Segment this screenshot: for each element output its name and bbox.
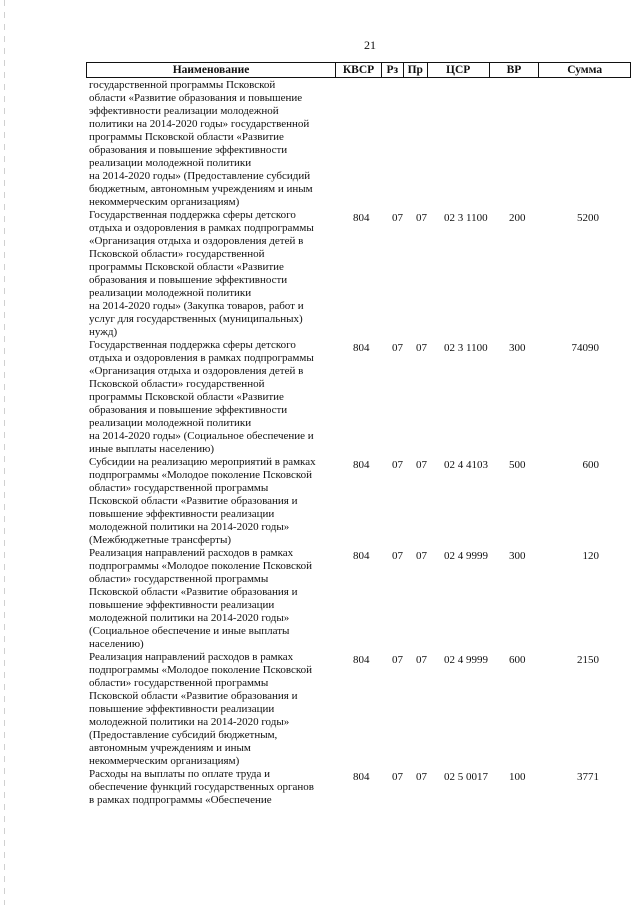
row-kvsr: 804 (353, 550, 370, 562)
row-csr: 02 4 4103 (444, 459, 488, 471)
row-csr: 02 5 0017 (444, 771, 488, 783)
row-sum: 600 (582, 459, 599, 471)
table-body (89, 79, 629, 807)
row-kvsr: 804 (353, 342, 370, 354)
row-csr: 02 4 9999 (444, 654, 488, 666)
row-name: Реализация направлений расходов в рамках подпрограммы «Молодое поколение Псковской области» государственной программы Псковской области «Развитие образования и повышение эффективности реализации молодежной политики на 2014-2020 годы» (Предоставление субсидий бюджетным, автономным учреждениям и иным некоммерческим организациям) (89, 651, 313, 767)
row-kvsr: 804 (353, 771, 370, 783)
row-name: Реализация направлений расходов в рамках подпрограммы «Молодое поколение Псковской области» государственной программы Псковской области «Развитие образования и повышение эффективности реализации молодежной политики на 2014-2020 годы» (Социальное обеспечение и иные выплаты населению) (89, 547, 313, 650)
row-sum: 2150 (577, 654, 599, 666)
table-row (89, 79, 629, 209)
table-header (86, 62, 631, 78)
row-sum: 5200 (577, 212, 599, 224)
table-row (89, 339, 629, 456)
row-name: Государственная поддержка сферы детского отдыха и оздоровления в рамках подпрограммы «Организация отдыха и оздоровления детей в Псковской области» государственной программы Псковской области «Развитие образования и повышение эффективности реализации молодежной политики на 2014-2020 годы» (Социальное обеспечение и иные выплаты населению) (89, 339, 314, 455)
row-csr: 02 3 1100 (444, 342, 488, 354)
row-rz: 07 (392, 771, 403, 783)
table-row (89, 456, 629, 547)
header-rz: Рз (382, 63, 404, 77)
row-rz: 07 (392, 550, 403, 562)
row-pr: 07 (416, 459, 427, 471)
row-rz: 07 (392, 459, 403, 471)
row-vr: 600 (509, 654, 526, 666)
row-vr: 300 (509, 342, 526, 354)
row-name: Расходы на выплаты по оплате труда и обеспечение функций государственных органов в рамках подпрограммы «Обеспечение (89, 768, 314, 806)
header-pr: Пр (404, 63, 428, 77)
row-name: Субсидии на реализацию мероприятий в рамках подпрограммы «Молодое поколение Псковской области» государственной программы Псковской области «Развитие образования и повышение эффективности реализации молодежной политики на 2014-2020 годы» (Межбюджетные трансферты) (89, 456, 316, 546)
row-vr: 500 (509, 459, 526, 471)
row-rz: 07 (392, 342, 403, 354)
row-pr: 07 (416, 342, 427, 354)
row-pr: 07 (416, 654, 427, 666)
row-name: Государственная поддержка сферы детского отдыха и оздоровления в рамках подпрограммы «Организация отдыха и оздоровления детей в Псковской области» государственной программы Псковской области «Развитие образования и повышение эффективности реализации молодежной политики на 2014-2020 годы» (Закупка товаров, работ и услуг для государственных (муниципальных) нужд) (89, 209, 314, 338)
row-kvsr: 804 (353, 212, 370, 224)
row-pr: 07 (416, 550, 427, 562)
row-name: государственной программы Псковской области «Развитие образования и повышение эффективности реализации молодежной политики на 2014-2020 годы» государственной программы Псковской области «Развитие образования и повышение эффективности реализации молодежной политики на 2014-2020 годы» (Предоставление субсидий бюджетным, автономным учреждениям и иным некоммерческим организациям) (89, 79, 313, 208)
page-number: 21 (364, 38, 376, 52)
header-name: Наименование (87, 63, 336, 77)
row-sum: 3771 (577, 771, 599, 783)
header-sum: Сумма (567, 64, 603, 76)
row-pr: 07 (416, 212, 427, 224)
header-kvsr: КВСР (336, 63, 382, 77)
table-row (89, 651, 629, 768)
table-row (89, 547, 629, 651)
row-sum: 120 (582, 550, 599, 562)
row-kvsr: 804 (353, 654, 370, 666)
row-sum: 74090 (571, 342, 599, 354)
row-rz: 07 (392, 212, 403, 224)
row-csr: 02 3 1100 (444, 212, 488, 224)
header-vr: ВР (490, 63, 540, 77)
row-pr: 07 (416, 771, 427, 783)
table-row (89, 768, 629, 807)
row-kvsr: 804 (353, 459, 370, 471)
row-rz: 07 (392, 654, 403, 666)
scan-edge (4, 0, 5, 905)
row-vr: 300 (509, 550, 526, 562)
table-row (89, 209, 629, 339)
header-csr: ЦСР (428, 63, 490, 77)
row-csr: 02 4 9999 (444, 550, 488, 562)
row-vr: 200 (509, 212, 526, 224)
row-vr: 100 (509, 771, 526, 783)
